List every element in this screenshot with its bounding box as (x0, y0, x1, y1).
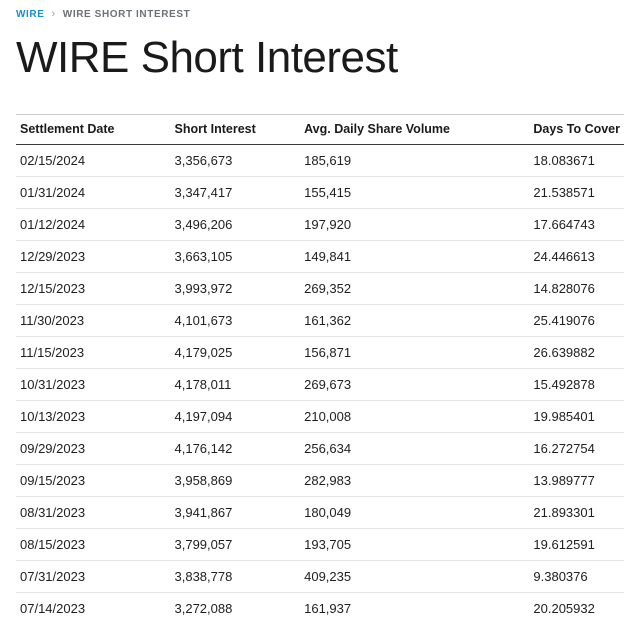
cell-avg-daily-share-volume: 210,008 (300, 400, 529, 432)
column-header-short-interest: Short Interest (171, 114, 301, 144)
cell-settlement-date: 11/15/2023 (16, 336, 171, 368)
cell-settlement-date: 10/13/2023 (16, 400, 171, 432)
cell-short-interest: 3,356,673 (171, 144, 301, 176)
cell-days-to-cover: 20.205932 (533, 600, 595, 616)
cell-settlement-date: 08/15/2023 (16, 528, 171, 560)
cell-settlement-date: 01/31/2024 (16, 176, 171, 208)
table-row (16, 240, 624, 272)
column-header-settlement-date: Settlement Date (16, 114, 171, 144)
column-header-avg-daily-share-volume: Avg. Daily Share Volume (300, 114, 529, 144)
cell-settlement-date: 07/14/2023 (20, 600, 86, 616)
cell-short-interest: 3,799,057 (171, 528, 301, 560)
cell-avg-daily-share-volume: 197,920 (300, 208, 529, 240)
column-header-days-to-cover: Days To Cover (529, 114, 624, 144)
cell-days-to-cover: 26.639882 (529, 336, 624, 368)
cell-settlement-date: 08/31/2023 (16, 496, 171, 528)
cell-short-interest: 3,941,867 (171, 496, 301, 528)
cell-settlement-date: 09/29/2023 (16, 432, 171, 464)
cell-days-to-cover: 9.380376 (529, 560, 624, 592)
table-row (16, 592, 624, 624)
short-interest-table (16, 114, 624, 624)
cell-settlement-date: 07/31/2023 (16, 560, 171, 592)
cell-days-to-cover: 17.664743 (529, 208, 624, 240)
table-row (16, 496, 624, 528)
cell-short-interest: 3,272,088 (174, 600, 233, 616)
cell-avg-daily-share-volume: 161,937 (304, 600, 352, 616)
breadcrumb-link-wire[interactable]: WIRE (16, 8, 45, 20)
cell-avg-daily-share-volume: 256,634 (300, 432, 529, 464)
cell-days-to-cover: 16.272754 (529, 432, 624, 464)
cell-days-to-cover: 18.083671 (529, 144, 624, 176)
cell-days-to-cover: 25.419076 (529, 304, 624, 336)
cell-short-interest: 4,101,673 (171, 304, 301, 336)
cell-short-interest: 3,958,869 (171, 464, 301, 496)
cell-short-interest: 3,347,417 (171, 176, 301, 208)
table-row (16, 528, 624, 560)
cell-settlement-date: 09/15/2023 (16, 464, 171, 496)
cell-short-interest: 4,179,025 (171, 336, 301, 368)
cell-avg-daily-share-volume: 161,362 (300, 304, 529, 336)
cell-short-interest: 3,663,105 (171, 240, 301, 272)
cell-days-to-cover: 19.612591 (529, 528, 624, 560)
cell-avg-daily-share-volume: 269,673 (300, 368, 529, 400)
cell-settlement-date: 12/29/2023 (16, 240, 171, 272)
cell-settlement-date: 12/15/2023 (16, 272, 171, 304)
table-row (16, 560, 624, 592)
cell-settlement-date: 02/15/2024 (16, 144, 171, 176)
table-row (16, 272, 624, 304)
cell-avg-daily-share-volume: 155,415 (300, 176, 529, 208)
cell-days-to-cover: 14.828076 (529, 272, 624, 304)
cell-days-to-cover: 21.538571 (529, 176, 624, 208)
table-row (16, 432, 624, 464)
cell-avg-daily-share-volume: 282,983 (300, 464, 529, 496)
cell-days-to-cover: 24.446613 (529, 240, 624, 272)
table-row (16, 368, 624, 400)
cell-avg-daily-share-volume: 193,705 (300, 528, 529, 560)
cell-settlement-date: 10/31/2023 (16, 368, 171, 400)
cell-short-interest: 4,176,142 (171, 432, 301, 464)
table-row (16, 208, 624, 240)
table-row (16, 304, 624, 336)
cell-short-interest: 3,496,206 (171, 208, 301, 240)
breadcrumb-current: WIRE SHORT INTEREST (62, 8, 191, 20)
table-row (16, 144, 624, 176)
table-row (16, 176, 624, 208)
table-body (16, 144, 624, 624)
table-row (16, 464, 624, 496)
cell-short-interest: 4,197,094 (171, 400, 301, 432)
cell-settlement-date: 11/30/2023 (16, 304, 171, 336)
table-row (16, 400, 624, 432)
table-row (16, 336, 624, 368)
table-header (16, 114, 624, 144)
cell-short-interest: 4,178,011 (171, 368, 301, 400)
cell-days-to-cover: 21.893301 (529, 496, 624, 528)
page-title: WIRE Short Interest (16, 33, 398, 82)
cell-avg-daily-share-volume: 180,049 (300, 496, 529, 528)
cell-days-to-cover: 13.989777 (529, 464, 624, 496)
short-interest-table-wrap (16, 114, 624, 624)
cell-days-to-cover: 15.492878 (529, 368, 624, 400)
breadcrumb-separator-icon: › (51, 8, 56, 20)
cell-days-to-cover: 19.985401 (529, 400, 624, 432)
breadcrumb (16, 0, 624, 20)
cell-short-interest: 3,838,778 (171, 560, 301, 592)
table-header-row (16, 114, 624, 144)
cell-settlement-date: 01/12/2024 (16, 208, 171, 240)
cell-avg-daily-share-volume: 409,235 (300, 560, 529, 592)
cell-avg-daily-share-volume: 185,619 (300, 144, 529, 176)
cell-avg-daily-share-volume: 156,871 (300, 336, 529, 368)
cell-avg-daily-share-volume: 269,352 (300, 272, 529, 304)
cell-short-interest: 3,993,972 (171, 272, 301, 304)
cell-avg-daily-share-volume: 149,841 (300, 240, 529, 272)
